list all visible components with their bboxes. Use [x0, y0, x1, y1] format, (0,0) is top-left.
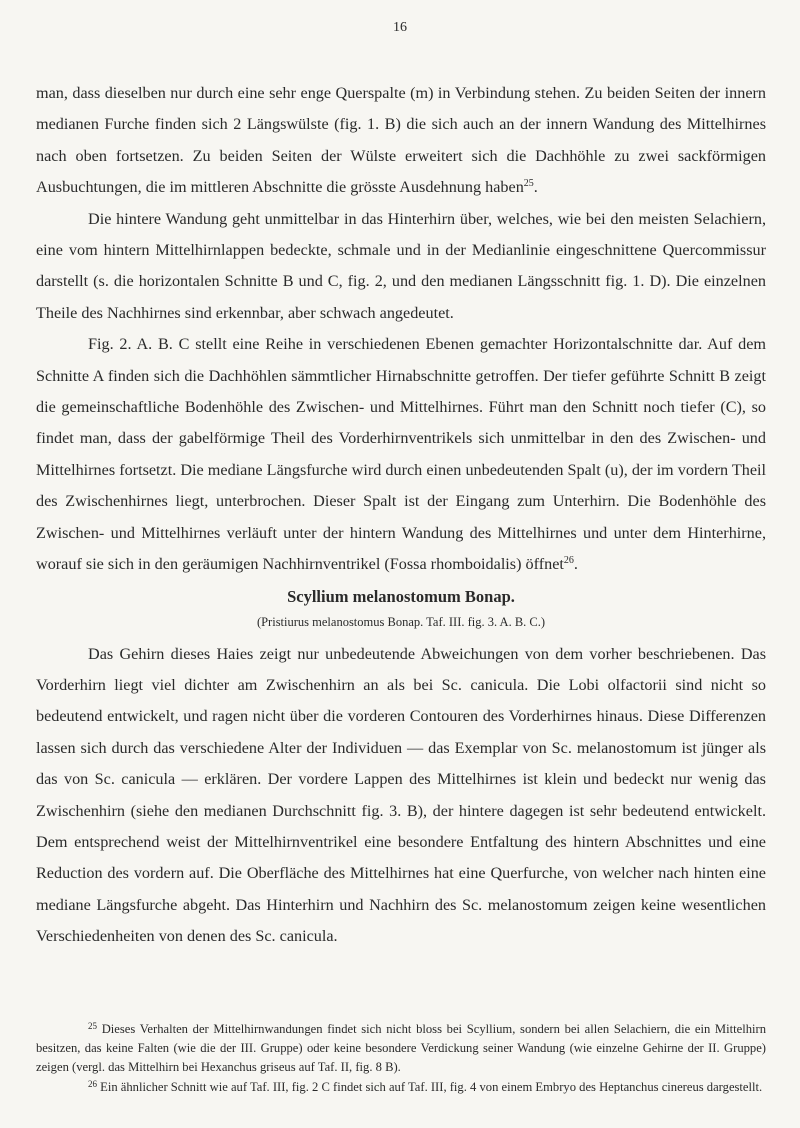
section-subheading: (Pristiurus melanostomus Bonap. Taf. III. fig. 3. A. B. C.)	[256, 614, 546, 629]
paragraph-text: Die hintere Wandung geht unmittelbar in das Hinterhirn über, welches, wie bei den meisten Selachiern, eine vom hintern Mittelhirnlappen bedeckte, schmale und in der Medianlinie eingeschnittene Quercommissur darstellt (s. die horizontalen Schnitte B und C, fig. 2, und den medianen Längsschnitt fig. 1. D). Die einzelnen Theile des Nachhirnes sind erkennbar, aber schwach angedeutet.	[36, 209, 766, 322]
paragraph: Das Gehirn dieses Haies zeigt nur unbedeutende Abweichungen von dem vorher beschriebenen. Das Vorderhirn liegt viel dichter am Zwischenhirn an als bei Sc. canicula. Die Lobi olfactorii sind nicht so bedeutend entwickelt, und ragen nicht über die vorderen Contouren des Vorderhirnes hinaus. Diese Differenzen lassen sich durch das verschiedene Alter der Individuen — das Exemplar von Sc. melanostomum ist jünger als das von Sc. canicula — erklären. Der vordere Lappen des Mittelhirnes ist klein und bedeckt nur wenig das Zwischenhirn (siehe den medianen Durchschnitt fig. 3. B), der hintere dagegen ist sehr bedeutend entwickelt. Dem entsprechend weist der Mittelhirnventrikel eine besondere Entfaltung des hintern Abschnittes und eine Reduction des vordern auf. Die Oberfläche des Mittelhirnes hat eine Querfurche, von welcher nach hinten eine mediane Längsfurche abgeht. Das Hinterhirn und Nachhirn des Sc. melanostomum zeigen keine wesentlichen Verschiedenheiten von denen des Sc. canicula.	[36, 644, 766, 946]
paragraph-text: Fig. 2. A. B. C stellt eine Reihe in verschiedenen Ebenen gemachter Horizontalschnitte dar. Auf dem Schnitte A finden sich die Dachhöhlen sämmtlicher Hirnabschnitte getroffen. Der tiefer geführte Schnitt B zeigt die gemeinschaftliche Bodenhöhle des Zwischen- und Mittelhirnes. Führt man den Schnitt noch tiefer (C), so findet man, dass der gabelförmige Theil des Vorderhirnventrikels sich unmittelbar in den des Zwischen- und Mittelhirnes fortsetzt. Die mediane Längsfurche wird durch einen unbedeutenden Spalt (u), der im vordern Theil des Zwischenhirnes liegt, unterbrochen. Dieser Spalt ist der Eingang zum Unterhirn. Die Bodenhöhle des Zwischen- und Mittelhirnes verläuft unter der hintern Wandung des Mittelhirnes und unter dem Hinterhirne, worauf sie sich in den geräumigen Nachhirnventrikel (Fossa rhomboidalis) öffnet	[36, 335, 766, 574]
footnote	[36, 1078, 766, 1097]
footnote-ref[interactable]: 26	[563, 555, 574, 567]
footnote-mark: 26	[88, 1078, 97, 1089]
footnote-text: Dieses Verhalten der Mittelhirnwandungen findet sich nicht bloss bei Scyllium, sondern bei allen Selachiern, die ein Mittelhirn besitzen, das keine Falten (wie die der III. Gruppe) oder keine besondere Verdickung seiner Wandung (wie einzelne Gehirne der II. Gruppe) zeigen (vergl. das Mittelhirn bei Hexanchus griseus auf Taf. II, fig. 8 B).	[36, 1022, 766, 1075]
footnote-text: Ein ähnlicher Schnitt wie auf Taf. III, fig. 2 C findet sich auf Taf. III, fig. 4 von einem Embryo des Heptanchus cinereus dargestellt.	[100, 1079, 763, 1094]
body-text	[36, 78, 766, 953]
footnote-ref[interactable]: 25	[523, 178, 534, 190]
paragraph	[36, 78, 766, 204]
paragraph	[36, 204, 766, 330]
footnotes	[36, 1020, 766, 1097]
paragraph-text-end: .	[533, 178, 538, 197]
footnote	[36, 1020, 766, 1078]
section-heading: Scyllium melanostomum Bonap.	[287, 586, 515, 606]
footnote-mark: 25	[88, 1021, 97, 1031]
page-number: 16	[393, 20, 407, 35]
paragraph	[36, 329, 766, 580]
paragraph-text: man, dass dieselben nur durch eine sehr enge Querspalte (m) in Verbindung stehen. Zu beiden Seiten der innern medianen Furche finden sich 2 Längswülste (fig. 1. B) die sich auch an der innern Wandung des Mittelhirnes nach oben fortsetzen. Zu beiden Seiten der Wülste erweitert sich die Dachhöhle zu zwei sackförmigen Ausbuchtungen, die im mittleren Abschnitte die grösste Ausdehnung haben	[36, 84, 766, 197]
paragraph-text-end: .	[573, 555, 578, 574]
